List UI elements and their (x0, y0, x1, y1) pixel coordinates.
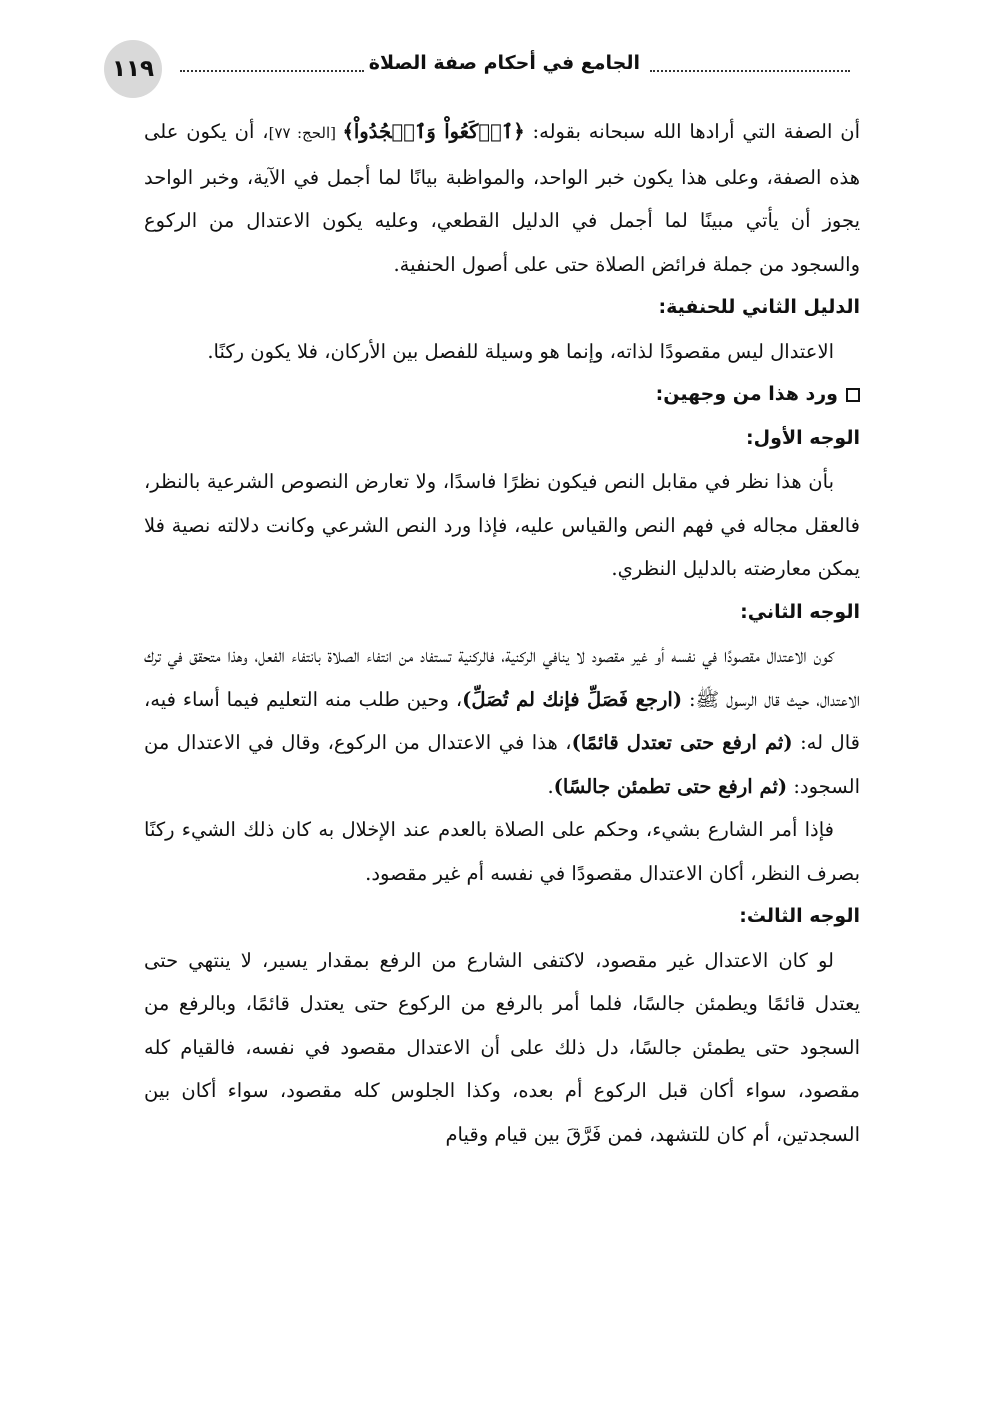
paragraph-text: ، وحين طلب منه التعليم فيما أساء فيه، قال له: (144, 687, 860, 754)
quran-verse: ﴿ٱرۡكَعُواْ وَٱسۡجُدُواْ﴾ (342, 120, 525, 143)
section-heading: الدليل الثاني للحنفية: (658, 296, 860, 318)
header-dotted-rule-right (650, 70, 850, 72)
hadith-quote: (ثم ارفع حتى تطمئن جالسًا) (553, 774, 788, 798)
section-heading: الوجه الثاني: (740, 600, 860, 623)
paragraph-text: ، هذا في الاعتدال من الركوع، وقال في الاعتدال من السجود: (144, 731, 860, 798)
paragraph-text: أن الصفة التي أرادها الله سبحانه بقوله: (524, 120, 860, 143)
hadith-quote: (ثم ارفع حتى تعتدل قائمًا) (571, 731, 793, 754)
paragraph-text: كون الاعتدال مقصودًا في نفسه أو غير مقصود لا ينافي الركنية، فالركنية تستفاد من انتفاء الصلاة بانتفاء الفعل، وهذا متحقق في ترك الاعتدال، حيث قال الرسول ﷺ: (144, 644, 860, 711)
paragraph-text: . (547, 774, 554, 798)
header-dotted-rule-left (180, 70, 364, 72)
section-heading: الوجه الثالث: (739, 905, 860, 927)
page-number-badge (104, 40, 162, 98)
checkbox-icon (846, 388, 860, 402)
paragraph: بأن هذا نظر في مقابل النص فيكون نظرًا فاسدًا، ولا تعارض النصوص الشرعية بالنظر، فالعقل مجاله في فهم النص والقياس عليه، فإذا ورد النص الشرعي وكانت دلالته نصية فلا يمكن معارضته بالدليل النظري. (144, 470, 860, 580)
sub-heading (144, 373, 860, 417)
page-number: ١١٩ (111, 56, 155, 82)
paragraph (144, 634, 860, 808)
page-header (104, 40, 850, 102)
sub-heading-text: ورد هذا من وجهين: (655, 383, 838, 405)
section-heading: الوجه الأول: (746, 426, 860, 449)
page-body (144, 110, 860, 1156)
paragraph-text: ، أن يكون على هذه الصفة، وعلى هذا يكون خبر الواحد، والمواظبة بيانًا لما أجمل في الآية، وخبر الواحد يجوز أن يأتي مبينًا لما أجمل في الدليل القطعي، وعليه يكون الاعتدال من الركوع والسجود من جملة فرائض الصلاة حتى على أصول الحنفية. (144, 120, 860, 276)
book-title: الجامع في أحكام صفة الصلاة (368, 52, 640, 74)
verse-reference: [الحج: ٧٧] (268, 124, 343, 142)
paragraph: الاعتدال ليس مقصودًا لذاته، وإنما هو وسيلة للفصل بين الأركان، فلا يكون ركنًا. (207, 339, 834, 363)
paragraph: لو كان الاعتدال غير مقصود، لاكتفى الشارع من الرفع بمقدار يسير، لا ينتهي حتى يعتدل قائمًا ويطمئن جالسًا، فلما أمر بالرفع من الركوع حتى يعتدل قائمًا، وبالرفع من السجود حتى يطمئن جالسًا، دل ذلك على أن الاعتدال مقصود في نفسه، فالقيام كله مقصود، سواء أكان قبل الركوع أم بعده، وكذا الجلوس كله مقصود، سواء أكان بين السجدتين، أم كان للتشهد، فمن فَرَّقَ بين قيام وقيام (144, 948, 860, 1146)
hadith-quote: (ارجع فَصَلِّ فإنك لم تُصَلِّ) (462, 687, 683, 711)
paragraph: فإذا أمر الشارع بشيء، وحكم على الصلاة بالعدم عند الإخلال به كان ذلك الشيء ركنًا بصرف النظر، أكان الاعتدال مقصودًا في نفسه أم غير مقصود. (144, 818, 860, 885)
paragraph (144, 110, 860, 286)
